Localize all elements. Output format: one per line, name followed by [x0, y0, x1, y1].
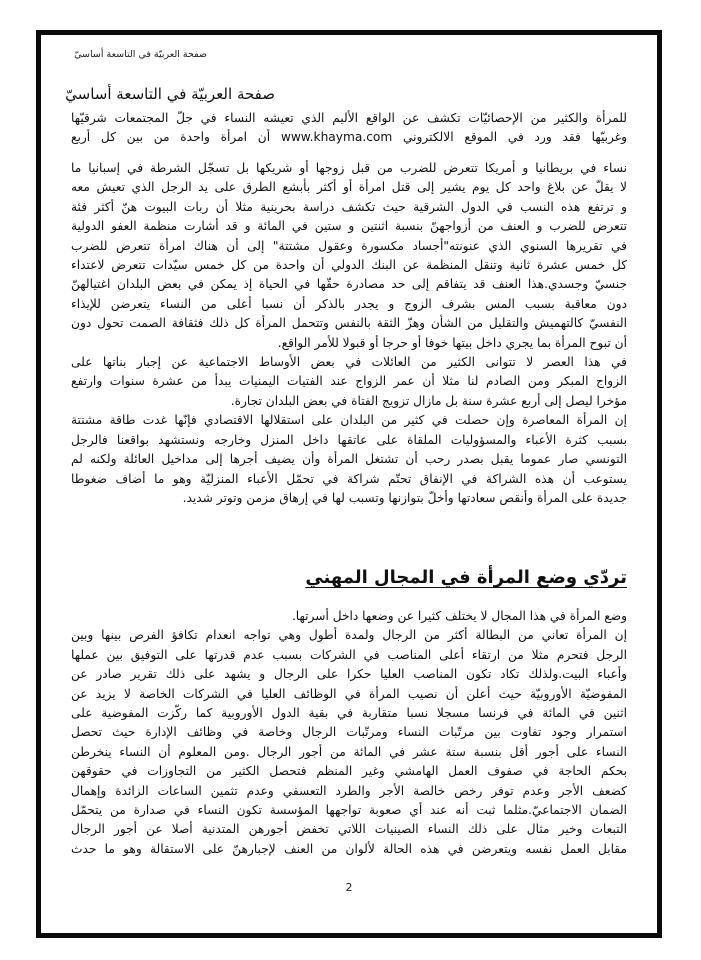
text-line: المفوضيّة الأوروبيّة حيث أعلن أن نصيب المرأة في الوظائف العليا في الشركات الخاصة لا يزيد عن [71, 686, 627, 701]
text-line: بسبب كثرة الأعباء والمسؤوليات الملقاة على عاتقها داخل المنزل وخارجه ونستشهد بواقعنا فالرجل [71, 432, 627, 447]
text-line: النفسيّ كالتهميش والتقليل من الشأن وهزّ الثقة بالنفس وتتحمل المرأة كل ذلك فثقافة الصمت تحول دون [71, 316, 627, 331]
text-line: و ترتفع هذه النسب في الدول الشرقية حيث تكشف دراسة بحرينية مثلا أن ربات البيوت هنّ أكثر فئة [71, 199, 627, 214]
text-line: التونسي صار عموما يقبل بصدر رحب أن تشتغل المرأة وأن يضيف أجرها إلى مداخيل العائلة ولكنه لم [71, 452, 627, 467]
text-line: وأعباء البيت.ولذلك تكاد تكون المناصب العليا حكرا على الرجال و يشهد على ذلك تقرير صادر عن [71, 667, 627, 682]
text-line: لا يقلّ عن بلاغ واحد كل يوم يشير إلى قتل امرأة أو أكثر بأبشع الطرق على يد الرجل الذي تعيش معه [71, 180, 627, 195]
text-line: وضع المرأة في هذا المجال لا يختلف كثيرا عن وضعها داخل أسرتها. [291, 609, 627, 623]
text-line: بحكم الحاجة في صفوف العمل الهامشي وغير المنظم فتحصل الكثير من التجاوزات في حقوقهن [71, 764, 627, 779]
professional-paragraph [71, 607, 627, 859]
violence-paragraph [71, 159, 627, 508]
text-line: وغربيّها فقد ورد في الموقع الالكتروني www.khayma.com أن امرأة واحدة من بين كل أربع [71, 130, 627, 145]
page-title: صفحة العربيّة في التاسعة أساسيّ [65, 85, 275, 103]
text-line: الزواج المبكر ومن الصادم لنا مثلا أن عمر الزواج عند الفتيات اليمنيات يبدأ من عشرة سنوات وارتفع [71, 374, 627, 389]
text-line: التبعات وخير مثال على ذلك النساء الصينيات اللاتي تخفض أجورهن المتدنية أصلا عن أجور الرجال [71, 822, 627, 837]
text-line: الضمان الاجتماعيّ.مثلما ثبت أنه عند أي صعوبة تواجهها المؤسسة تكون النساء في صدارة من يتحمّل [71, 803, 627, 818]
document-page [36, 30, 662, 938]
text-line: يستوعب أن هذه الشراكة في الإنفاق تحتّم شراكة في تحمّل الأعباء المنزليّة وهو ما أضاف ضغوطا [71, 471, 627, 486]
text-line: الرجل فتحرم مثلا من ارتقاء أعلى المناصب في الشركات بسبب عدم قدرتها على التوفيق بين عملها [71, 647, 627, 662]
text-line: تتعرض للضرب و العنف من أزواجهنّ بنسبة اثنتين و ستين في المائة و قد أشارت منظمة العفو الدولية [71, 219, 627, 234]
text-line: مؤخرا ليصل إلى أربع عشرة سنة بل مازال تزويج الفتاة في بعض البلدان تجارة. [230, 393, 627, 408]
running-header: صفحة العربيّة في التاسعة أساسيّ [74, 49, 207, 60]
text-line: دون معاقبة بسبب المس بشرف الزوج و يجدر بالذكر أن نسبا أعلى من النساء يتعرضن للإيذاء [71, 296, 627, 311]
text-line: اثنين في المائة في فرنسا مسجلا نسبا متقاربة في بقية الدول الأوروبية كما ركّزت المفوضية على [71, 706, 627, 721]
text-line: كل خمس عشرة ثانية وتنقل المنظمة عن البنك الدولي أن واحدة من كل خمس سيّدات تتعرض لاعتداء [71, 258, 627, 273]
text-line: النساء على أجور أقل بنسبة ستة عشر في المائة من أجور الرجال .ومن المعلوم أن النساء ينخرطن [71, 744, 627, 759]
text-line: كضعف الأجر وعدم توفر رخص خالصة الأجر والطرد التعسفي وعدم تثمين الساعات الزائدة وإهمال [71, 783, 627, 798]
text-line: مقابل العمل نفسه ويتعرضن في هذه الحالة لألوان من العنف لإجبارهنّ على الاستقالة وهو ما حدث [71, 841, 627, 856]
text-line: للمرأة والكثير من الإحصائيّات تكشف عن الواقع الأليم الذي تعيشه النساء في جلّ المجتمعات شرقيّها [71, 111, 627, 125]
text-line: إن المرأة تعاني من البطالة أكثر من الرجال ولمدة أطول وهي تواجه انعدام تكافؤ الفرص بينها وبين [71, 628, 627, 643]
text-line: إن المرأة المعاصرة وإن حصلت في كثير من البلدان على استقلالها الاقتصادي فإنّها غدت طاقة مشتتة [71, 413, 627, 428]
text-line: استمرار وجود تفاوت بين مرتّبات النساء ومرتّبات الرجال وخاصة في وظائف الإدارة حيث تحصل [71, 725, 627, 740]
text-line: جديدة على المرأة وأنقص سعادتها وأخلّ بتوازنها وتسبب لها في إرهاق مزمن وتوتر شديد. [182, 490, 627, 505]
section-heading: تردّي وضع المرأة في المجال المهني [305, 567, 627, 588]
text-line: أن تبوح المرأة بما يجري داخل بيتها خوفا أو حرجا أو قبولا للأمر الواقع. [277, 335, 627, 350]
text-line: في هذا العصر لا تتوانى الكثير من العائلات في بعض الأوساط الاجتماعية عن إجبار بناتها على [71, 355, 627, 370]
text-line: في تقريرها السنوي الذي عنونته"أجساد مكسورة وعقول مشتتة" إلى أن هناك امرأة تتعرض للضرب [71, 238, 627, 253]
text-line: نساء في بريطانيا و أمريكا تتعرض للضرب من قبل زوجها أو شريكها بل تسجّل الشرطة في إسبانيا ما [71, 161, 627, 175]
page-number: 2 [345, 881, 353, 894]
text-line: جنسيّ وجسدي.هذا العنف قد يتفاقم إلى حد مصادرة حقّها في الحياة إذ يمكن في بعض البلدان اغتيالهنّ [71, 277, 627, 292]
intro-paragraph [71, 109, 627, 148]
